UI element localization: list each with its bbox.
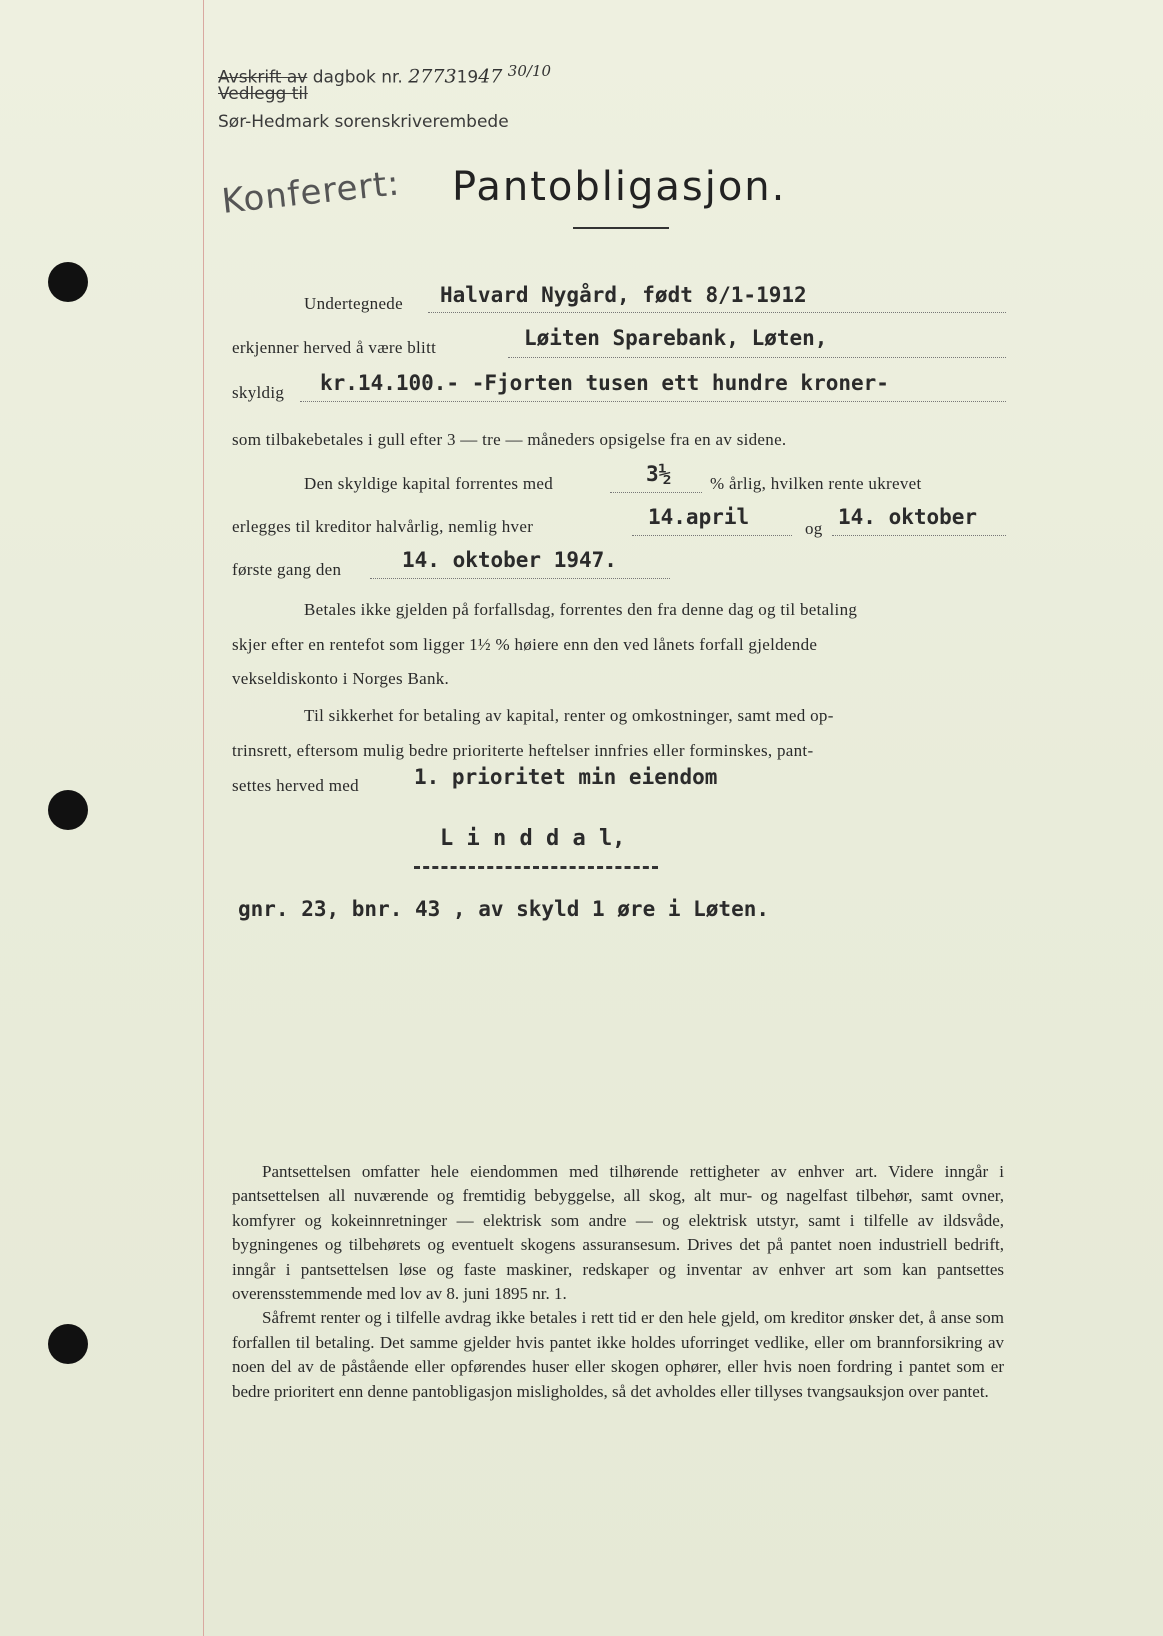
clause-pantsettelsen: Pantsettelsen omfatter hele eiendommen med tilhørende rettigheter av enhver art. Videre inngår i pantsettelsen all nuværende og fremtidig bebyggelse, all skog, alt mur- og nagelfast tilbehør, samt ovner, komfyrer og kokeinnretninger — elektrisk som andre — og elektrisk utstyr, samt i tilfelle av ildsvåde, bygningenes og tilbehørets og eventuelt skogens assuransesum. Drives det på pantet noen industriell bedrift, inngår i pantsettelsen løse og faste maskiner, redskaper og inventar av enhver art som kan pantsettes overensstemmende med lov av 8. juni 1895 nr. 1.: [232, 1162, 1004, 1304]
erkjenner-label: erkjenner herved å være blitt: [232, 338, 437, 357]
undertegnede-label: Undertegnede: [304, 294, 403, 313]
erlegges-og: og: [805, 519, 823, 538]
skyldig-label: skyldig: [232, 383, 285, 402]
header-struck-avskrift: Avskrift av: [218, 67, 308, 88]
header-date-handwritten: 30/10: [507, 62, 552, 80]
forrentes-text-b: % årlig, hvilken rente ukrevet: [710, 474, 922, 493]
sikkerhet-line-2: trinsrett, eftersom mulig bedre prioriterte heftelser innfries eller forminskes, pant-: [232, 741, 814, 760]
page-title: Pantobligasjon.: [452, 164, 787, 210]
konferert-stamp: Konferert:: [219, 163, 402, 222]
sikkerhet-line-3-value: 1. prioritet min eiendom: [414, 765, 718, 789]
skyldig-value: kr.14.100.- -Fjorten tusen ett hundre kroner-: [320, 371, 889, 395]
tilbake-text: som tilbakebetales i gull efter 3 — tre — måneders opsigelse fra en av sidene.: [232, 430, 787, 449]
forste-gang-label: første gang den: [232, 560, 342, 579]
margin-line: [203, 0, 204, 1636]
header-year-handwritten: 47: [478, 65, 503, 88]
property-name-underline: [414, 866, 658, 869]
undertegnede-value: Halvard Nygård, født 8/1-1912: [440, 283, 807, 307]
title-underline: [573, 227, 669, 229]
clauses-block: [232, 1160, 1004, 1404]
undertegnede-dotline: [428, 312, 1006, 313]
header-dagbok-label: dagbok nr.: [312, 67, 403, 88]
punch-hole-top: [48, 262, 88, 302]
erkjenner-dotline: [508, 357, 1006, 358]
forrentes-value: 3½: [646, 462, 672, 486]
forste-gang-value: 14. oktober 1947.: [402, 548, 617, 572]
punch-hole-middle: [48, 790, 88, 830]
erlegges-dotline-1: [632, 535, 792, 536]
erlegges-value-1: 14.april: [648, 505, 750, 529]
erlegges-text: erlegges til kreditor halvårlig, nemlig hver: [232, 517, 534, 536]
skyldig-dotline: [300, 401, 1006, 402]
header-year-printed: 19: [456, 67, 479, 88]
forste-gang-dotline: [370, 578, 670, 579]
property-line: gnr. 23, bnr. 43 , av skyld 1 øre i Løten.: [238, 897, 770, 921]
header-struck-vedlegg: Vedlegg til: [218, 84, 308, 104]
betales-line-1: Betales ikke gjelden på forfallsdag, forrentes den fra denne dag og til betaling: [304, 600, 858, 619]
erlegges-dotline-2: [832, 535, 1006, 536]
forrentes-dotline: [610, 492, 702, 493]
property-name: L i n d d a l,: [440, 826, 626, 851]
sikkerhet-line-1: Til sikkerhet for betaling av kapital, renter og omkostninger, samt med op-: [304, 706, 834, 725]
punch-hole-bottom: [48, 1324, 88, 1364]
sikkerhet-line-3-label: settes herved med: [232, 776, 359, 795]
forrentes-text-a: Den skyldige kapital forrentes med: [304, 474, 554, 493]
erlegges-value-2: 14. oktober: [838, 505, 978, 529]
clause-safremt: Såfremt renter og i tilfelle avdrag ikke betales i rett tid er den hele gjeld, om kreditor ønsker det, å anse som forfallen til betaling. Det samme gjelder hvis pantet ikke holdes uforringet vedlike, eller om brannforsikring av noen del av de påstående eller opførendes huser eller skogen ophører, eller hvis noen fordring i pantet som er bedre prioritert enn denne pantobligasjon misligholdes, så det avholdes eller tillyses tvangsauksjon over pantet.: [232, 1308, 1004, 1401]
betales-line-2: skjer efter en rentefot som ligger 1½ % høiere enn den ved lånets forfall gjeldende: [232, 635, 818, 654]
betales-line-3: vekseldiskonto i Norges Bank.: [232, 669, 450, 688]
header-court-name: Sør-Hedmark sorenskriverembede: [218, 112, 509, 132]
erkjenner-value: Løiten Sparebank, Løten,: [524, 326, 828, 350]
header-dagbok-number: 2773: [408, 65, 457, 88]
